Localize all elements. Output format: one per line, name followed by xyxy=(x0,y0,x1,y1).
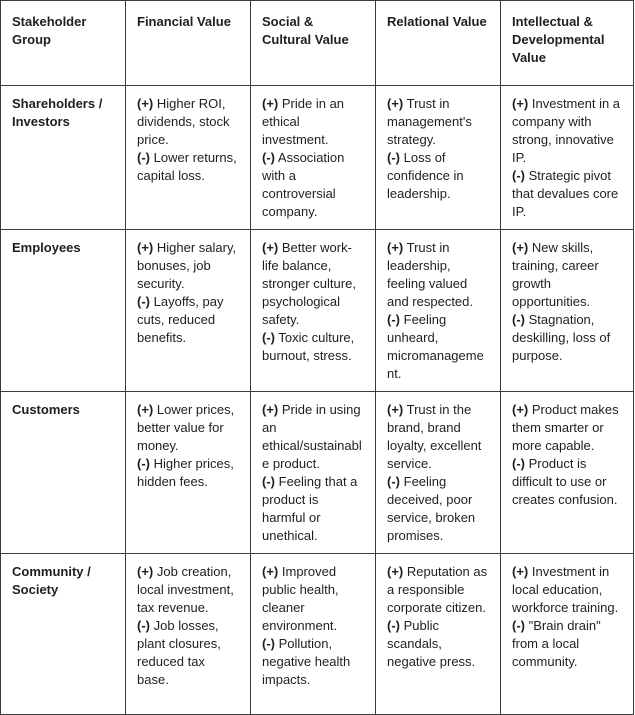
value-cell xyxy=(501,554,634,715)
positive-text: Investment in a company with strong, innovative IP. xyxy=(512,96,621,165)
negative-text: Public scandals, negative press. xyxy=(387,618,476,669)
negative-marker: (-) xyxy=(512,168,525,183)
negative-text: Feeling that a product is harmful or unethical. xyxy=(262,474,358,543)
negative-marker: (-) xyxy=(137,456,150,471)
positive-text: Pride in an ethical investment. xyxy=(262,96,345,147)
negative-marker: (-) xyxy=(137,618,150,633)
value-cell xyxy=(126,392,251,554)
positive-marker: (+) xyxy=(137,96,154,111)
positive-text: Job creation, local investment, tax revenue. xyxy=(137,564,234,615)
negative-marker: (-) xyxy=(512,618,525,633)
header-stakeholder-group: Stakeholder Group xyxy=(1,1,126,86)
negative-marker: (-) xyxy=(387,474,400,489)
header-social-cultural-value: Social & Cultural Value xyxy=(251,1,376,86)
header-intellectual-developmental-value: Intellectual & Developmental Value xyxy=(501,1,634,86)
positive-text: Higher salary, bonuses, job security. xyxy=(137,240,237,291)
positive-marker: (+) xyxy=(137,564,154,579)
negative-marker: (-) xyxy=(387,150,400,165)
positive-text: Trust in leadership, feeling valued and respected. xyxy=(387,240,474,309)
value-cell xyxy=(376,392,501,554)
positive-text: New skills, training, career growth opportunities. xyxy=(512,240,599,309)
value-cell xyxy=(501,392,634,554)
header-financial-value: Financial Value xyxy=(126,1,251,86)
positive-marker: (+) xyxy=(512,402,529,417)
negative-text: Higher prices, hidden fees. xyxy=(137,456,234,489)
value-cell xyxy=(501,230,634,392)
negative-text: Stagnation, deskilling, loss of purpose. xyxy=(512,312,611,363)
positive-marker: (+) xyxy=(262,402,279,417)
stakeholder-group-cell: Customers xyxy=(1,392,126,554)
negative-marker: (-) xyxy=(262,474,275,489)
positive-text: Trust in the brand, brand loyalty, excellent service. xyxy=(387,402,482,471)
positive-marker: (+) xyxy=(262,564,279,579)
negative-marker: (-) xyxy=(137,294,150,309)
header-row xyxy=(1,1,634,86)
stakeholder-group-cell: Shareholders / Investors xyxy=(1,86,126,230)
value-cell xyxy=(126,86,251,230)
value-cell xyxy=(376,230,501,392)
positive-text: Product makes them smarter or more capable. xyxy=(512,402,619,453)
positive-text: Improved public health, cleaner environment. xyxy=(262,564,339,633)
negative-text: Feeling unheard, micromanagement. xyxy=(387,312,484,381)
negative-marker: (-) xyxy=(387,618,400,633)
positive-marker: (+) xyxy=(512,564,529,579)
negative-marker: (-) xyxy=(387,312,400,327)
negative-marker: (-) xyxy=(262,636,275,651)
positive-text: Investment in local education, workforce training. xyxy=(512,564,619,615)
positive-marker: (+) xyxy=(387,240,404,255)
positive-marker: (+) xyxy=(387,402,404,417)
negative-text: Loss of confidence in leadership. xyxy=(387,150,464,201)
value-cell xyxy=(376,554,501,715)
positive-marker: (+) xyxy=(262,96,279,111)
stakeholder-group-cell: Community / Society xyxy=(1,554,126,715)
negative-marker: (-) xyxy=(512,312,525,327)
negative-text: Layoffs, pay cuts, reduced benefits. xyxy=(137,294,224,345)
positive-text: Pride in using an ethical/sustainable product. xyxy=(262,402,362,471)
negative-text: Pollution, negative health impacts. xyxy=(262,636,351,687)
value-cell xyxy=(501,86,634,230)
positive-marker: (+) xyxy=(137,402,154,417)
positive-text: Reputation as a responsible corporate citizen. xyxy=(387,564,488,615)
value-cell xyxy=(251,86,376,230)
positive-text: Better work-life balance, stronger culture, psychological safety. xyxy=(262,240,356,327)
negative-text: Toxic culture, burnout, stress. xyxy=(262,330,355,363)
negative-text: "Brain drain" from a local community. xyxy=(512,618,601,669)
value-cell xyxy=(251,554,376,715)
value-cell xyxy=(251,392,376,554)
negative-text: Product is difficult to use or creates confusion. xyxy=(512,456,618,507)
positive-marker: (+) xyxy=(387,564,404,579)
header-relational-value: Relational Value xyxy=(376,1,501,86)
positive-marker: (+) xyxy=(137,240,154,255)
positive-text: Lower prices, better value for money. xyxy=(137,402,235,453)
value-cell xyxy=(251,230,376,392)
positive-marker: (+) xyxy=(387,96,404,111)
positive-marker: (+) xyxy=(512,240,529,255)
table-row xyxy=(1,230,634,392)
negative-text: Feeling deceived, poor service, broken promises. xyxy=(387,474,476,543)
table-row xyxy=(1,86,634,230)
table-row xyxy=(1,392,634,554)
positive-marker: (+) xyxy=(512,96,529,111)
value-cell xyxy=(376,86,501,230)
negative-marker: (-) xyxy=(512,456,525,471)
positive-marker: (+) xyxy=(262,240,279,255)
negative-marker: (-) xyxy=(137,150,150,165)
negative-text: Strategic pivot that devalues core IP. xyxy=(512,168,619,219)
table-row xyxy=(1,554,634,715)
positive-text: Higher ROI, dividends, stock price. xyxy=(137,96,230,147)
stakeholder-group-cell: Employees xyxy=(1,230,126,392)
positive-text: Trust in management's strategy. xyxy=(387,96,472,147)
negative-text: Lower returns, capital loss. xyxy=(137,150,237,183)
negative-text: Job losses, plant closures, reduced tax base. xyxy=(137,618,221,687)
value-cell xyxy=(126,554,251,715)
negative-text: Association with a controversial company. xyxy=(262,150,345,219)
negative-marker: (-) xyxy=(262,150,275,165)
value-cell xyxy=(126,230,251,392)
negative-marker: (-) xyxy=(262,330,275,345)
